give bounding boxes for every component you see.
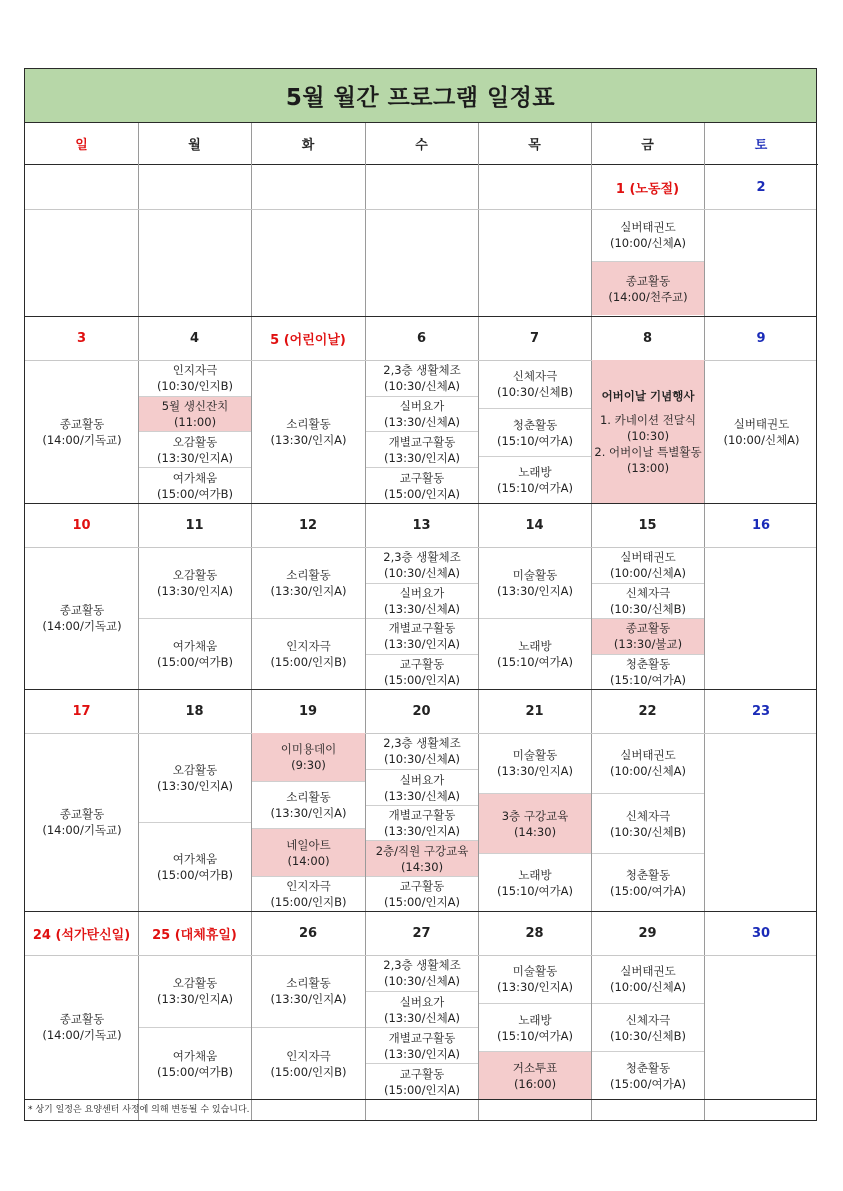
activity-time: (15:10/여가A) [496, 1028, 574, 1043]
activity-entry [479, 733, 591, 793]
activity-name: 오감활동 [172, 976, 218, 990]
activity-time: (10:00/신체A) [609, 980, 687, 994]
activity-entry [592, 1003, 704, 1051]
activity-time: (15:10/여가A) [496, 433, 574, 448]
activity-time: (13:30/인지A) [156, 992, 234, 1006]
activity-time: (9:30) [291, 758, 326, 772]
activity-name: 종교활동 [625, 621, 671, 636]
activity-entry [139, 955, 251, 1027]
activity-name: 여가채움 [172, 470, 218, 485]
activity-entry [592, 733, 704, 793]
activity-time: (13:30/인지A) [383, 637, 461, 652]
activity-time: (13:30/신체A) [383, 601, 461, 616]
activity-name: 실버요가 [399, 399, 445, 413]
activity-name: 실버태권도 [620, 549, 676, 564]
activity-name: 여가채움 [172, 852, 218, 866]
activity-name: 2층/직원 구강교육 [375, 843, 469, 858]
activity-name: 2,3층 생활체조 [383, 549, 461, 564]
activity-entry [366, 654, 478, 690]
activity-name: 미술활동 [512, 567, 558, 582]
footnote-divider [25, 1099, 816, 1100]
activity-time: (13:30/인지A) [496, 764, 574, 778]
weekday-header: 월 [138, 123, 251, 165]
activity-time: (15:10/여가A) [496, 883, 574, 898]
activity-time: (14:00) [287, 853, 330, 868]
date-label: 21 [525, 703, 544, 719]
activity-entry [252, 876, 365, 911]
date-label: 18 [185, 703, 204, 719]
activity-name: 오감활동 [172, 434, 218, 449]
activity-name: 실버태권도 [620, 748, 676, 762]
activity-name: 청춘활동 [625, 1060, 671, 1075]
activity-name: 교구활동 [399, 656, 445, 671]
activity-time: (13:30/인지A) [156, 450, 234, 465]
activity-name: 소리활동 [286, 416, 331, 431]
activity-time: (10:00/신체A) [609, 236, 687, 250]
activity-entry [139, 467, 251, 503]
activity-entry [366, 840, 478, 876]
activity-time: (13:30/인지A) [383, 450, 461, 465]
activity-time: (15:00/인지B) [270, 1064, 347, 1079]
activity-name: 종교활동 [59, 603, 105, 617]
activity-time: (10:00/신체A) [609, 565, 687, 580]
activity-time: (10:00/신체A) [609, 764, 687, 778]
activity-name: 2,3층 생활체조 [383, 363, 461, 377]
activity-time: (13:30/인지A) [270, 583, 347, 598]
activity-entry [366, 618, 478, 654]
activity-name: 인지자극 [172, 363, 218, 377]
activity-time: (15:00/여가B) [156, 486, 234, 501]
date-label [478, 165, 591, 209]
date-label: 30 [751, 925, 771, 941]
activity-name: 실버요가 [399, 585, 445, 600]
activity-entry [592, 618, 704, 654]
activity-time: (13:30/신체A) [383, 1010, 461, 1025]
activity-time: (16:00) [513, 1076, 557, 1091]
activity-entry [252, 733, 365, 781]
activity-entry [26, 733, 138, 911]
activity-name: 인지자극 [286, 1048, 331, 1063]
activity-name: 신체자극 [625, 585, 671, 600]
activity-time: (10:30/신체A) [383, 974, 461, 988]
activity-entry [26, 547, 138, 689]
activity-name: 신체자극 [625, 808, 671, 823]
activity-entry [479, 1003, 591, 1051]
activity-time: (15:00/인지A) [383, 895, 461, 909]
activity-name: 5월 생신잔치 [161, 399, 229, 413]
activity-time: (10:00/신체A) [723, 432, 800, 447]
activity-time: (14:30) [400, 859, 444, 874]
activity-time: (10:30/신체B) [609, 824, 687, 839]
event-item: (10:30) [626, 428, 670, 443]
activity-entry [139, 547, 251, 618]
activity-name: 실버태권도 [620, 220, 676, 234]
activity-entry [26, 360, 138, 503]
activity-entry [479, 408, 591, 456]
activity-entry [592, 1051, 704, 1099]
weekday-header: 금 [591, 123, 704, 165]
activity-name: 종교활동 [59, 807, 105, 821]
parents-day-event [592, 360, 704, 503]
activity-entry [366, 769, 478, 805]
activity-entry [479, 853, 591, 911]
activity-entry [26, 955, 138, 1099]
event-item: 1. 카네이션 전달식 [599, 412, 697, 427]
date-label: 25 (대체휴일) [152, 927, 237, 943]
activity-name: 인지자극 [286, 879, 331, 893]
date-label: 12 [298, 517, 318, 533]
date-label: 3 [76, 330, 87, 346]
activity-name: 3층 구강교육 [501, 808, 569, 823]
activity-name: 종교활동 [625, 273, 671, 288]
activity-time: (14:00/천주교) [608, 289, 688, 304]
event-title: 어버이날 기념행사 [601, 388, 695, 403]
date-label: 22 [638, 703, 657, 719]
activity-entry [366, 733, 478, 769]
page-title: 5월 월간 프로그램 일정표 [25, 69, 816, 123]
activity-time: (15:00/여가B) [156, 655, 234, 669]
date-label: 23 [751, 703, 771, 719]
activity-name: 신체자극 [512, 369, 558, 383]
activity-time: (11:00) [173, 415, 217, 429]
activity-time: (15:00/여가B) [156, 1064, 234, 1079]
activity-time: (10:30/신체B) [496, 385, 574, 399]
activity-name: 종교활동 [59, 416, 105, 431]
date-label: 9 [756, 330, 766, 346]
weekday-header: 토 [704, 123, 818, 165]
date-label: 6 [416, 330, 427, 346]
date-label [25, 165, 138, 209]
date-label: 16 [751, 517, 771, 533]
date-label: 27 [412, 925, 431, 941]
date-label: 5 (어린이날) [270, 332, 346, 348]
activity-name: 교구활동 [399, 470, 445, 485]
event-item: 2. 어버이날 특별활동 [594, 444, 702, 459]
activity-entry [592, 209, 704, 261]
activity-name: 여가채움 [172, 1048, 218, 1063]
activity-name: 소리활동 [286, 790, 331, 804]
activity-time: (10:30/신체A) [383, 379, 461, 393]
activity-name: 개별교구활동 [388, 1030, 456, 1045]
activity-time: (15:00/여가A) [609, 1076, 687, 1091]
activity-time: (15:10/여가A) [496, 655, 574, 669]
activity-time: (13:30/신체A) [383, 415, 461, 429]
activity-entry [366, 583, 478, 619]
activity-entry [592, 793, 704, 853]
activity-time: (13:30/인지A) [156, 778, 234, 793]
activity-name: 소리활동 [286, 567, 331, 582]
activity-name: 미술활동 [512, 748, 558, 762]
activity-entry [705, 360, 818, 503]
activity-entry [592, 547, 704, 583]
activity-entry [479, 547, 591, 618]
date-label: 24 (석가탄신일) [32, 927, 131, 943]
schedule-sheet [24, 68, 817, 1121]
activity-time: (10:30/신체B) [609, 1028, 687, 1043]
activity-time: (13:30/신체A) [383, 788, 461, 803]
activity-name: 노래방 [518, 639, 552, 653]
activity-entry [479, 955, 591, 1003]
weekday-header: 수 [365, 123, 478, 165]
activity-entry [139, 733, 251, 822]
event-item: (13:00) [626, 460, 670, 475]
activity-entry [366, 431, 478, 467]
activity-time: (10:30/인지B) [156, 379, 234, 393]
date-label: 17 [72, 703, 91, 719]
activity-time: (15:00/인지B) [270, 655, 347, 669]
activity-entry [592, 583, 704, 619]
activity-name: 실버태권도 [620, 964, 676, 978]
activity-time: (13:30/인지A) [496, 980, 574, 994]
activity-time: (15:00/인지B) [270, 895, 347, 909]
date-label: 13 [412, 517, 431, 533]
date-label: 11 [185, 517, 204, 533]
date-label: 7 [529, 330, 540, 346]
activity-time: (15:00/여가A) [609, 883, 687, 898]
activity-entry [366, 360, 478, 396]
activity-name: 여가채움 [172, 639, 218, 653]
activity-time: (15:00/인지A) [383, 486, 461, 501]
activity-time: (15:00/인지A) [383, 672, 461, 687]
weekday-header: 일 [25, 123, 138, 165]
activity-name: 청춘활동 [625, 867, 671, 882]
activity-name: 노래방 [518, 867, 552, 882]
activity-time: (10:30/신체B) [609, 601, 687, 616]
activity-entry [252, 360, 365, 503]
activity-entry [479, 618, 591, 689]
activity-entry [479, 793, 591, 853]
activity-entry [366, 991, 478, 1027]
activity-time: (10:30/신체A) [383, 752, 461, 766]
activity-entry [592, 853, 704, 911]
activity-entry [366, 876, 478, 911]
activity-entry [479, 456, 591, 503]
activity-time: (13:30/인지A) [383, 824, 461, 838]
activity-time: (14:00/기독교) [42, 619, 122, 633]
activity-entry [592, 955, 704, 1003]
activity-name: 청춘활동 [512, 417, 558, 432]
date-label: 4 [189, 330, 200, 346]
activity-name: 이미용데이 [280, 742, 337, 756]
activity-entry [252, 547, 365, 618]
activity-entry [366, 467, 478, 503]
weekday-header: 화 [251, 123, 365, 165]
activity-name: 신체자극 [625, 1012, 671, 1027]
activity-time: (15:10/여가A) [609, 672, 687, 687]
activity-entry [592, 654, 704, 690]
date-label: 20 [412, 703, 431, 719]
activity-entry [592, 261, 704, 315]
activity-entry [252, 781, 365, 828]
activity-name: 인지자극 [286, 639, 331, 653]
activity-entry [479, 360, 591, 408]
date-label: 15 [638, 517, 657, 533]
date-label: 28 [525, 925, 544, 941]
footnote: * 상기 일정은 요양센터 사정에 의해 변동될 수 있습니다. [28, 1105, 250, 1115]
activity-time: (13:30/인지A) [270, 806, 347, 820]
date-label: 19 [298, 703, 318, 719]
column-divider [704, 123, 705, 1120]
activity-time: (13:30/인지A) [496, 583, 574, 598]
activity-time: (15:10/여가A) [496, 481, 574, 495]
date-label: 8 [642, 330, 653, 346]
date-label: 26 [298, 925, 318, 941]
activity-time: (13:30/인지A) [156, 583, 234, 598]
activity-name: 노래방 [518, 465, 552, 479]
activity-time: (14:00/기독교) [42, 1028, 122, 1042]
date-label: 10 [72, 517, 91, 533]
activity-entry [139, 1027, 251, 1099]
activity-time: (14:00/기독교) [42, 432, 122, 447]
activity-entry [479, 1051, 591, 1099]
activity-name: 실버태권도 [733, 416, 790, 431]
activity-entry [139, 396, 251, 431]
date-label: 29 [638, 925, 657, 941]
activity-entry [252, 955, 365, 1027]
activity-time: (15:00/인지A) [383, 1082, 461, 1097]
activity-name: 네일아트 [286, 837, 331, 852]
activity-entry [366, 547, 478, 583]
activity-name: 오감활동 [172, 762, 218, 777]
activity-entry [366, 955, 478, 991]
activity-entry [252, 828, 365, 876]
activity-name: 교구활동 [399, 879, 445, 893]
date-label [251, 165, 365, 209]
activity-entry [366, 805, 478, 840]
activity-name: 개별교구활동 [388, 434, 456, 449]
date-label: 2 [756, 179, 766, 195]
activity-time: (10:30/신체A) [383, 565, 461, 580]
activity-name: 2,3층 생활체조 [383, 958, 461, 972]
activity-entry [139, 360, 251, 396]
activity-name: 실버요가 [399, 994, 445, 1009]
activity-name: 미술활동 [512, 964, 558, 978]
activity-entry [252, 1027, 365, 1099]
activity-time: (13:30/인지A) [270, 432, 347, 447]
activity-name: 오감활동 [172, 567, 218, 582]
activity-entry [139, 431, 251, 467]
activity-name: 노래방 [518, 1012, 552, 1027]
activity-name: 개별교구활동 [388, 621, 456, 636]
date-label [365, 165, 478, 209]
activity-time: (13:30/불교) [613, 637, 683, 652]
activity-entry [366, 1063, 478, 1099]
activity-name: 청춘활동 [625, 656, 671, 671]
activity-name: 개별교구활동 [388, 808, 456, 822]
activity-name: 2,3층 생활체조 [383, 736, 461, 750]
activity-name: 실버요가 [399, 772, 445, 787]
activity-time: (14:00/기독교) [42, 823, 122, 837]
activity-time: (14:30) [513, 824, 557, 839]
activity-name: 교구활동 [399, 1066, 445, 1081]
activity-entry [366, 396, 478, 431]
activity-time: (15:00/여가B) [156, 868, 234, 882]
activity-entry [366, 1027, 478, 1063]
weekday-header: 목 [478, 123, 591, 165]
date-label [138, 165, 251, 209]
activity-entry [139, 618, 251, 689]
activity-entry [252, 618, 365, 689]
activity-name: 거소투표 [512, 1060, 558, 1075]
activity-entry [139, 822, 251, 911]
activity-time: (13:30/인지A) [270, 992, 347, 1006]
date-label: 1 (노동절) [615, 181, 680, 197]
activity-time: (13:30/인지A) [383, 1046, 461, 1061]
activity-name: 종교활동 [59, 1012, 105, 1026]
activity-name: 소리활동 [286, 976, 331, 990]
date-label: 14 [525, 517, 544, 533]
